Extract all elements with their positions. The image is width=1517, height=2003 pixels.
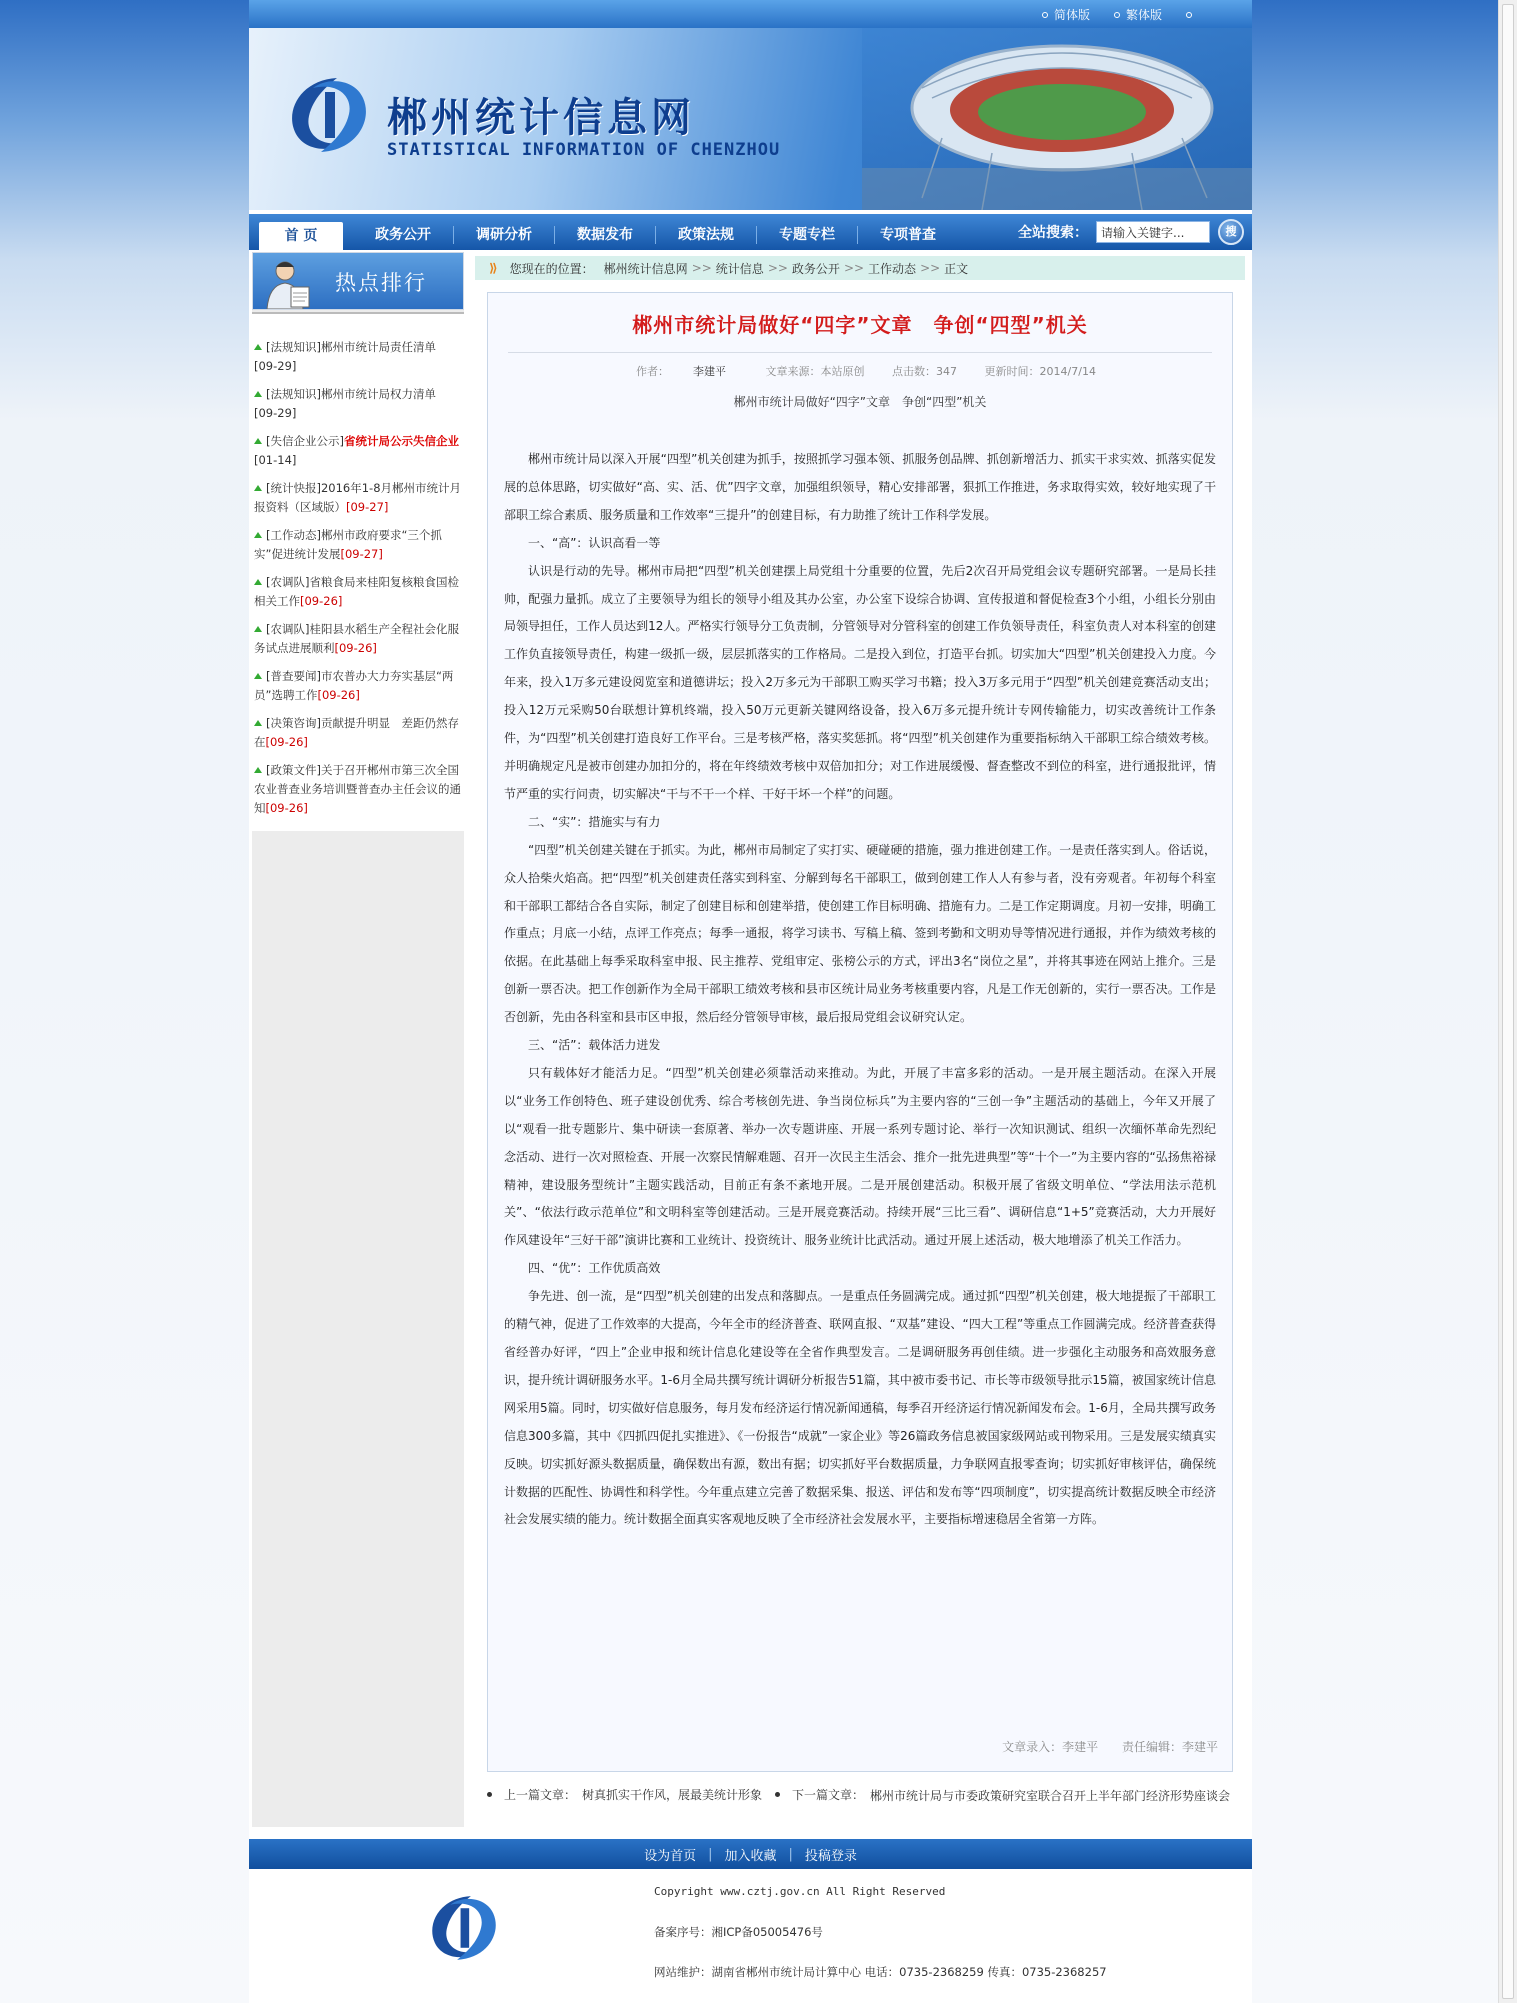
triangle-bullet-icon <box>254 767 262 773</box>
triangle-bullet-icon <box>254 532 262 538</box>
article-paragraph: 只有载体好才能活力足。“四型”机关创建必须靠活动来推动。为此，开展了丰富多彩的活动。一是开展主题活动。在深入开展以“业务工作创特色、班子建设创优秀、综合考核创先进、争当岗位标兵”为主要内容的“三创一争”主题活动的基础上，今年又开展了以“观看一批专题影片、集中研读一套原著、举办一次专题讲座、开展一系列专题讨论、举行一次知识测试、组织一次缅怀革命先烈纪念活动、进行一次对照检查、开展一次察民情解难题、召开一次民主生活会、推介一批先进典型”等“十个一”为主要内容的“弘扬焦裕禄精神，建设服务型统计”主题实践活动，目前正有条不紊地开展。二是开展创建活动。积极开展了省级文明单位、“学法用法示范机关”、“依法行政示范单位”和文明科室等创建活动。三是开展竞赛活动。持续开展“三比三看”、调研信息“1+5”竞赛活动，大力开展好作风建设年“三好干部”演讲比赛和工业统计、投资统计、服务业统计比武活动。通过开展上述活动，极大地增添了机关工作活力。 <box>504 1065 1216 1248</box>
double-arrow-icon: ⟫ <box>489 261 498 275</box>
maintainer-text: 网站维护：湖南省郴州市统计局计算中心 电话：0735-2368259 传真：0735-2368257 <box>654 1965 1107 1979</box>
triangle-bullet-icon <box>254 438 262 444</box>
add-favorite-link[interactable]: 加入收藏 <box>724 1848 777 1864</box>
hot-ranking-header <box>252 252 464 310</box>
breadcrumb-label: 您现在的位置： <box>509 261 594 276</box>
nav-research-analysis[interactable]: 调研分析 <box>476 227 532 243</box>
article-author: 李建平 <box>693 365 727 378</box>
article-footer <box>982 1738 1218 1755</box>
article <box>487 292 1233 1772</box>
prev-article-link[interactable]: 树真抓实干作风，展最美统计形象 <box>582 1788 763 1802</box>
article-section-heading: 二、“实”：措施实与有力 <box>528 814 661 829</box>
top-bar <box>249 0 1252 28</box>
triangle-bullet-icon <box>254 579 262 585</box>
breadcrumb-current: 正文 <box>944 261 969 276</box>
prev-next-nav <box>487 1786 1233 1806</box>
article-paragraph: 争先进、创一流，是“四型”机关创建的出发点和落脚点。一是重点任务圆满完成。通过抓“四型”机关创建，极大地提振了干部职工的精气神，促进了工作效率的大提高，今年全市的经济普查、联网直报、“双基”建设、“四大工程”等重点工作圆满完成。经济普查获得省经普办好评，“四上”企业申报和统计信息化建设等在全省作典型发言。二是调研服务再创佳绩。进一步强化主动服务和高效服务意识，提升统计调研服务水平。1-6月全局共撰写统计调研分析报告51篇，其中被市委书记、市长等市级领导批示15篇，被国家统计信息网采用5篇。同时，切实做好信息服务，每月发布经济运行情况新闻通稿，每季召开经济运行情况新闻发布会。1-6月，全局共撰写政务信息300多篇，其中《四抓四促扎实推进》、《一份报告“成就”一家企业》等26篇政务信息被国家级网站或刊物采用。三是发展实绩真实反映。切实抓好源头数据质量，确保数出有源，数出有据；切实抓好平台数据质量，力争联网直报零查询；切实抓好审核评估，确保统计数据的匹配性、协调性和科学性。今年重点建立完善了数据采集、报送、评估和发布等“四项制度”，切实提高统计数据反映全市经济社会发展实绩的能力。统计数据全面真实客观地反映了全市经济社会发展水平，主要指标增速稳居全省第一方阵。 <box>504 1289 1216 1527</box>
main-content <box>475 256 1245 1806</box>
article-section-heading: 一、“高”：认识高看一等 <box>528 535 661 550</box>
site-search <box>1018 219 1244 245</box>
article-source: 文章来源：本站原创 <box>765 365 865 378</box>
list-item[interactable]: [工作动态]郴州市政府要求“三个抓实”促进统计发展[09-27] <box>254 528 442 561</box>
triangle-bullet-icon <box>254 720 262 726</box>
triangle-bullet-icon <box>254 391 262 397</box>
article-section-heading: 四、“优”：工作优质高效 <box>528 1261 661 1276</box>
triangle-bullet-icon <box>254 626 262 632</box>
breadcrumb-home[interactable]: 郴州统计信息网 <box>603 261 688 276</box>
nav-special-census[interactable]: 专项普查 <box>880 227 936 243</box>
submission-login-link[interactable]: 投稿登录 <box>804 1848 857 1864</box>
triangle-bullet-icon <box>254 485 262 491</box>
nav-special-topics[interactable]: 专题专栏 <box>779 227 835 243</box>
article-clicks: 点击数：347 <box>892 365 958 378</box>
main-nav <box>249 214 1252 250</box>
triangle-bullet-icon <box>254 673 262 679</box>
list-item[interactable]: [统计快报]2016年1-8月郴州市统计月报资料（区域版）[09-27] <box>254 481 462 514</box>
prev-article: 上一篇文章： 树真抓实干作风，展最美统计形象 <box>487 1786 775 1806</box>
brand-subtitle: STATISTICAL INFORMATION OF CHENZHOU <box>387 140 781 160</box>
nav-home[interactable]: 首 页 <box>259 222 343 250</box>
next-article-link[interactable]: 郴州市统计局与市委政策研究室联合召开上半年部门经济形势座谈会 <box>870 1789 1231 1803</box>
breadcrumb: ⟫ 您现在的位置： 郴州统计信息网 >> 统计信息 >> 政务公开 >> 工作动态 >> 正文 <box>475 256 1245 280</box>
nav-policy-law[interactable]: 政策法规 <box>678 227 734 243</box>
search-button[interactable]: 搜 <box>1218 219 1244 245</box>
hot-ranking-title: 热点排行 <box>335 271 427 295</box>
lang-simplified-link[interactable]: 简体版 <box>1042 6 1090 23</box>
page-container <box>249 0 1252 2003</box>
article-meta: 作者： 李建平 文章来源：本站原创 点击数：347 更新时间：2014/7/14 <box>508 352 1212 379</box>
breadcrumb-government-affairs[interactable]: 政务公开 <box>791 261 840 276</box>
bottom-link-bar: 设为首页 | 加入收藏 | 投稿登录 <box>249 1839 1252 1869</box>
scrollbar-thumb[interactable] <box>1502 4 1514 1999</box>
list-item[interactable]: [农调队]省粮食局来桂阳复核粮食国检相关工作[09-26] <box>254 575 459 608</box>
triangle-bullet-icon <box>254 344 262 350</box>
search-label: 全站搜索： <box>1018 225 1088 241</box>
hot-ranking-list <box>252 312 464 831</box>
circle-icon <box>1114 12 1120 18</box>
article-paragraph: 郴州市统计局以深入开展“四型”机关创建为抓手，按照抓学习强本领、抓服务创品牌、抓创新增活力、抓实干求实效、抓落实促发展的总体思路，切实做好“高、实、活、优”四字文章，加强组织领导，精心安排部署，狠抓工作推进，务求取得实效，较好地实现了干部职工综合素质、服务质量和工作效率“三提升”的创建目标，有力助推了统计工作科学发展。 <box>504 452 1216 522</box>
site-footer <box>249 1869 1252 2003</box>
list-item[interactable]: [法规知识]郴州市统计局权力清单 [09-29] <box>254 387 436 420</box>
list-item[interactable]: [政策文件]关于召开郴州市第三次全国农业普查业务培训暨普查办主任会议的通知[09-26] <box>254 763 461 815</box>
site-banner <box>249 28 1252 210</box>
list-item[interactable]: [失信企业公示]省统计局公示失信企业[01-14] <box>254 434 459 467</box>
breadcrumb-work-news[interactable]: 工作动态 <box>868 261 917 276</box>
copyright-text: Copyright www.cztj.gov.cn All Right Reserved <box>654 1885 946 1898</box>
footer-logo-icon <box>421 1885 507 1971</box>
brand-title: 郴州统计信息网 <box>387 95 695 141</box>
person-reading-icon <box>261 257 315 309</box>
circle-icon <box>1042 12 1048 18</box>
article-title: 郴州市统计局做好“四字”文章 争创“四型”机关 <box>632 313 1088 337</box>
article-section-heading: 三、“活”：载体活力迸发 <box>528 1038 661 1053</box>
set-homepage-link[interactable]: 设为首页 <box>644 1848 697 1864</box>
bullet-icon <box>775 1792 780 1797</box>
site-logo-icon <box>279 70 379 160</box>
article-paragraph: 认识是行动的先导。郴州市局把“四型”机关创建摆上局党组十分重要的位置，先后2次召开局党组会议专题研究部署。一是局长挂帅，配强力量抓。成立了主要领导为组长的领导小组及其办公室，办公室下设综合协调、宣传报道和督促检查3个小组，小组长分别由局领导担任，工作人员达到12人。严格实行领导分工负责制，分管领导对分管科室的创建工作负领导责任，科室负责人对本科室的创建工作负直接领导责任，构建一级抓一级，层层抓落实的工作格局。二是投入到位，打造平台抓。切实加大“四型”机关创建投入力度。今年来，投入1万多元建设阅览室和道德讲坛；投入2万多元为干部职工购买学习书籍；投入3万多元用于“四型”机关创建竞赛活动支出；投入12万元采购50台联想计算机终端，投入50万元更新关键网络设备，投入6万多元提升统计专网传输能力，切实改善统计工作条件，为“四型”机关创建打造良好工作平台。三是考核严格，落实奖惩抓。将“四型”机关创建作为重要指标纳入干部职工综合绩效考核。并明确规定凡是被市创建办加扣分的，将在年终绩效考核中双倍加扣分；对工作进展缓慢、督查整改不到位的科室，进行通报批评，情节严重的实行问责，切实解决“干与不干一个样、干好干坏一个样”的问题。 <box>504 563 1216 801</box>
bullet-icon <box>487 1792 492 1797</box>
search-input[interactable] <box>1096 221 1210 243</box>
circle-icon <box>1186 6 1192 23</box>
list-item[interactable]: [普查要闻]市农普办大力夯实基层“两员”选聘工作[09-26] <box>254 669 454 702</box>
article-updated: 更新时间：2014/7/14 <box>984 365 1096 378</box>
stadium-image <box>862 28 1252 210</box>
nav-government-affairs[interactable]: 政务公开 <box>375 227 431 243</box>
list-item[interactable]: [农调队]桂阳县水稻生产全程社会化服务试点进展顺利[09-26] <box>254 622 459 655</box>
sidebar <box>252 252 464 1827</box>
article-paragraph: “四型”机关创建关键在于抓实。为此，郴州市局制定了实打实、硬碰硬的措施，强力推进创建工作。一是责任落实到人。俗话说，众人拾柴火焰高。把“四型”机关创建责任落实到科室、分解到每名干部职工，做到创建工作人人有参与者，没有旁观者。年初每个科室和干部职工都结合各自实际，制定了创建目标和创建举措，使创建工作目标明确、措施有力。二是工作定期调度。月初一安排，明确工作重点；月底一小结，点评工作亮点；每季一通报，将学习读书、写稿上稿、签到考勤和文明劝导等情况进行通报，并作为绩效考核的依据。在此基础上每季采取科室申报、民主推荐、党组审定、张榜公示的方式，评出3名“岗位之星”，并将其事迹在网站上推介。三是创新一票否决。把工作创新作为全局干部职工绩效考核和县市区统计局业务考核重要内容，凡是工作无创新的，实行一票否决。工作是否创新，先由各科室和县市区申报，然后经分管领导审核，最后报局党组会议研究认定。 <box>504 842 1216 1025</box>
nav-data-release[interactable]: 数据发布 <box>577 227 633 243</box>
article-subtitle: 郴州市统计局做好“四字”文章 争创“四型”机关 <box>733 395 987 409</box>
vertical-scrollbar[interactable] <box>1498 0 1517 2003</box>
next-article: 下一篇文章： 郴州市统计局与市委政策研究室联合召开上半年部门经济形势座谈会 <box>775 1786 1233 1806</box>
list-item[interactable]: [法规知识]郴州市统计局责任清单 [09-29] <box>254 340 436 373</box>
list-item[interactable]: [决策咨询]贡献提升明显 差距仍然存在[09-26] <box>254 716 459 749</box>
article-entry: 文章录入：李建平 <box>1002 1740 1099 1754</box>
icp-text: 备案序号：湘ICP备05005476号 <box>654 1925 823 1939</box>
article-body <box>504 446 1216 1534</box>
article-editor: 责任编辑：李建平 <box>1121 1740 1218 1754</box>
breadcrumb-stat-info[interactable]: 统计信息 <box>715 261 764 276</box>
lang-traditional-link[interactable]: 繁体版 <box>1114 6 1162 23</box>
